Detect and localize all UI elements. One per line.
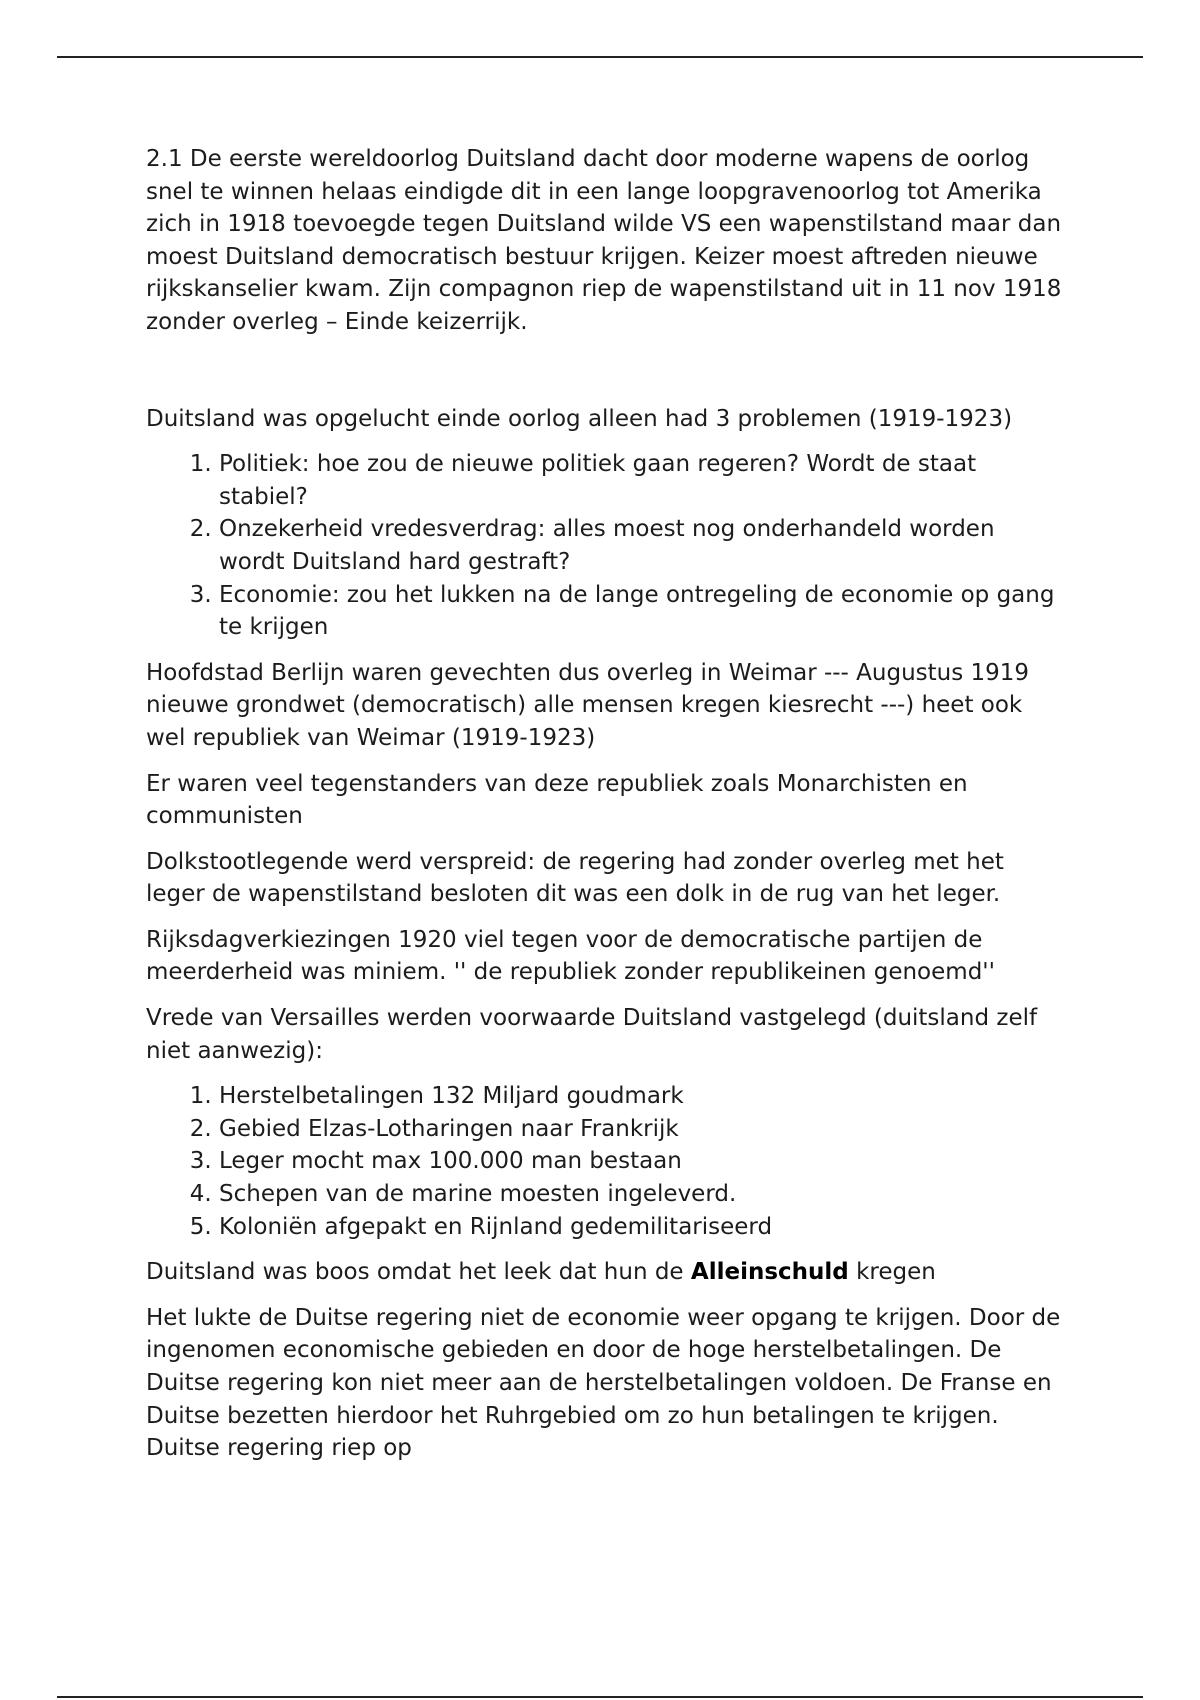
document-body <box>146 143 1066 1465</box>
versailles-terms-list <box>146 1080 1066 1243</box>
alleinschuld-text-before: Duitsland was boos omdat het leek dat hun de <box>146 1259 691 1286</box>
alleinschuld-text-after: kregen <box>848 1259 936 1286</box>
paragraph-versailles-intro: Vrede van Versailles werden voorwaarde Duitsland vastgelegd (duitsland zelf niet aanwezig): <box>146 1005 1038 1064</box>
list-item: 2. Gebied Elzas-Lotharingen naar Frankrijk <box>219 1113 1066 1146</box>
list-item: 2. Onzekerheid vredesverdrag: alles moest nog onderhandeld worden wordt Duitsland hard gestraft? <box>219 513 1066 578</box>
list-item: 5. Koloniën afgepakt en Rijnland gedemilitariseerd <box>219 1211 1066 1244</box>
paragraph-weimar: Hoofdstad Berlijn waren gevechten dus overleg in Weimar --- Augustus 1919 nieuwe grondwet (democratisch) alle mensen kregen kiesrecht ---) heet ook wel republiek van Weimar (1919-1923) <box>146 659 1030 751</box>
problems-list <box>146 448 1066 644</box>
list-item: 4. Schepen van de marine moesten ingeleverd. <box>219 1178 1066 1211</box>
alleinschuld-term: Alleinschuld <box>690 1259 849 1286</box>
footer-rule <box>57 1696 1143 1698</box>
paragraph-alleinschuld <box>146 1256 1066 1289</box>
paragraph-three-problems-intro: Duitsland was opgelucht einde oorlog alleen had 3 problemen (1919-1923) <box>146 405 1013 432</box>
list-item: 1. Herstelbetalingen 132 Miljard goudmark <box>219 1080 1066 1113</box>
list-item: 3. Economie: zou het lukken na de lange ontregeling de economie op gang te krijgen <box>219 579 1066 644</box>
paragraph-economy-ruhr: Het lukte de Duitse regering niet de economie weer opgang te krijgen. Door de ingenomen economische gebieden en door de hoge herstelbetalingen. De Duitse regering kon niet meer aan de herstelbetalingen voldoen. De Franse en Duitse bezetten hierdoor het Ruhrgebied om zo hun betalingen te krijgen. Duitse regering riep op <box>146 1304 1061 1462</box>
header-rule <box>57 56 1143 58</box>
list-item: 1. Politiek: hoe zou de nieuwe politiek gaan regeren? Wordt de staat stabiel? <box>219 448 1066 513</box>
paragraph-elections: Rijksdagverkiezingen 1920 viel tegen voor de democratische partijen de meerderheid was miniem. '' de republiek zonder republikeinen genoemd'' <box>146 926 995 986</box>
paragraph-first-world-war: 2.1 De eerste wereldoorlog Duitsland dacht door moderne wapens de oorlog snel te winnen helaas eindigde dit in een lange loopgravenoorlog tot Amerika zich in 1918 toevoegde tegen Duitsland wilde VS een wapenstilstand maar dan moest Duitsland democratisch bestuur krijgen. Keizer moest aftreden nieuwe rijkskanselier kwam. Zijn compagnon riep de wapenstilstand uit in 11 nov 1918 zonder overleg – Einde keizerrijk. <box>146 146 1062 335</box>
paragraph-opponents: Er waren veel tegenstanders van deze republiek zoals Monarchisten en communisten <box>146 770 968 830</box>
list-item: 3. Leger mocht max 100.000 man bestaan <box>219 1145 1066 1178</box>
paragraph-dolkstoot: Dolkstootlegende werd verspreid: de regering had zonder overleg met het leger de wapenstilstand besloten dit was een dolk in de rug van het leger. <box>146 848 1004 908</box>
